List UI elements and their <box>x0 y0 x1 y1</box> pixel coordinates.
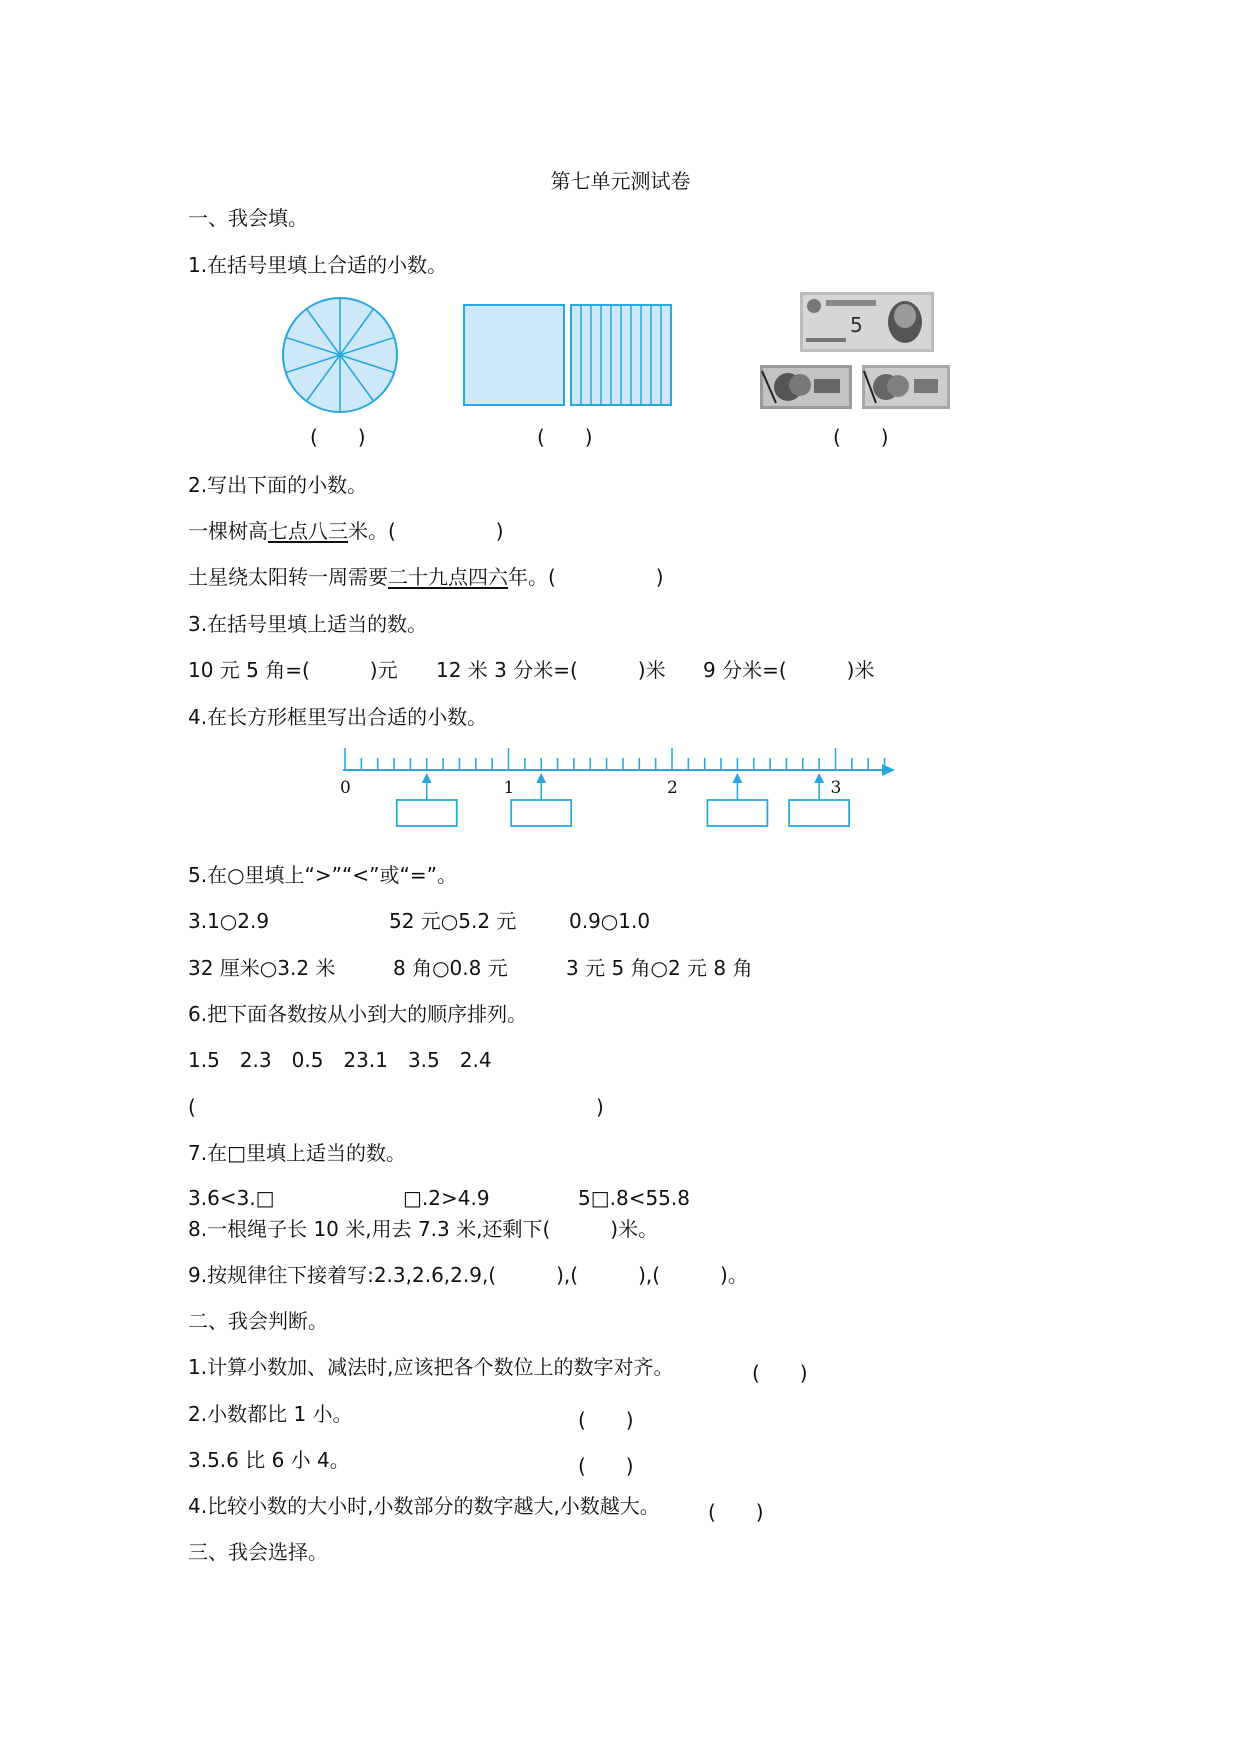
s2-blank-1[interactable]: ( ) <box>752 1361 808 1385</box>
q2-line1-blank[interactable]: 米。( ) <box>348 519 504 543</box>
number-line-label: 3 <box>830 778 842 798</box>
answer-box[interactable] <box>511 773 571 826</box>
number-line-label: 0 <box>340 778 351 798</box>
q1-blank-2[interactable]: ( ) <box>537 425 593 449</box>
strips-figure <box>570 304 672 406</box>
q2-line2-underlined: 二十九点四六 <box>388 565 508 589</box>
s2-item-2: 2.小数都比 1 小。 <box>188 1402 353 1426</box>
q3-prompt: 3.在括号里填上适当的数。 <box>188 612 428 636</box>
q6-prompt: 6.把下面各数按从小到大的顺序排列。 <box>188 1002 528 1026</box>
q6-numbers: 1.5 2.3 0.5 23.1 3.5 2.4 <box>188 1048 492 1072</box>
answer-box[interactable] <box>397 773 457 826</box>
q2-line2-pre: 土星绕太阳转一周需要 <box>188 565 388 589</box>
q5-r1-1[interactable]: 3.1○2.9 <box>188 909 270 933</box>
q9-prompt[interactable]: 9.按规律往下接着写:2.3,2.6,2.9,( ),( ),( )。 <box>188 1263 748 1287</box>
answer-box[interactable] <box>707 773 767 826</box>
s2-blank-2[interactable]: ( ) <box>578 1408 634 1432</box>
q1-prompt: 1.在括号里填上合适的小数。 <box>188 253 448 277</box>
q2-line2-blank[interactable]: 年。( ) <box>508 565 664 589</box>
q3-item-1[interactable]: 10 元 5 角=( )元 <box>188 658 398 682</box>
q3-item-2[interactable]: 12 米 3 分米=( )米 <box>436 658 666 682</box>
svg-text:5: 5 <box>850 313 863 337</box>
q4-prompt: 4.在长方形框里写出合适的小数。 <box>188 705 488 729</box>
number-line-label: 1 <box>503 778 515 798</box>
banknote-5-yuan <box>800 292 934 352</box>
q2-line-1 <box>188 521 504 541</box>
q2-line-2 <box>188 567 664 587</box>
q5-r1-2[interactable]: 52 元○5.2 元 <box>389 909 517 933</box>
q1-blank-1[interactable]: ( ) <box>310 425 366 449</box>
square-figure <box>463 304 565 406</box>
banknote-1-jiao <box>862 365 950 409</box>
circle-figure <box>280 295 400 415</box>
section1-heading: 一、我会填。 <box>188 206 308 230</box>
q2-prompt: 2.写出下面的小数。 <box>188 473 368 497</box>
q3-item-3[interactable]: 9 分米=( )米 <box>703 658 875 682</box>
number-line <box>0 740 1241 830</box>
section3-heading: 三、我会选择。 <box>188 1540 328 1564</box>
page-title: 第七单元测试卷 <box>550 169 691 193</box>
s2-blank-4[interactable]: ( ) <box>708 1500 764 1524</box>
q8-prompt[interactable]: 8.一根绳子长 10 米,用去 7.3 米,还剩下( )米。 <box>188 1217 659 1241</box>
banknote-5-jiao <box>760 365 852 409</box>
q5-prompt: 5.在○里填上“>”“<”或“=”。 <box>188 863 457 887</box>
s2-item-3: 3.5.6 比 6 小 4。 <box>188 1448 350 1472</box>
number-line-label: 2 <box>667 778 678 798</box>
s2-blank-3[interactable]: ( ) <box>578 1454 634 1478</box>
q7-item-2[interactable]: □.2>4.9 <box>403 1186 490 1210</box>
q7-prompt: 7.在□里填上适当的数。 <box>188 1141 406 1165</box>
s2-item-4: 4.比较小数的大小时,小数部分的数字越大,小数越大。 <box>188 1494 660 1518</box>
q5-r2-2[interactable]: 8 角○0.8 元 <box>393 956 508 980</box>
q1-blank-3[interactable]: ( ) <box>833 425 889 449</box>
q6-answer-close[interactable]: ) <box>596 1095 604 1119</box>
q5-r1-3[interactable]: 0.9○1.0 <box>569 909 651 933</box>
s2-item-1: 1.计算小数加、减法时,应该把各个数位上的数字对齐。 <box>188 1355 674 1379</box>
q7-item-1[interactable]: 3.6<3.□ <box>188 1186 275 1210</box>
q7-item-3[interactable]: 5□.8<55.8 <box>578 1186 690 1210</box>
q6-answer-open[interactable]: ( <box>188 1095 196 1119</box>
q5-r2-3[interactable]: 3 元 5 角○2 元 8 角 <box>566 956 753 980</box>
q2-line1-pre: 一棵树高 <box>188 519 268 543</box>
q2-line1-underlined: 七点八三 <box>268 519 348 543</box>
q5-r2-1[interactable]: 32 厘米○3.2 米 <box>188 956 336 980</box>
section2-heading: 二、我会判断。 <box>188 1309 328 1333</box>
